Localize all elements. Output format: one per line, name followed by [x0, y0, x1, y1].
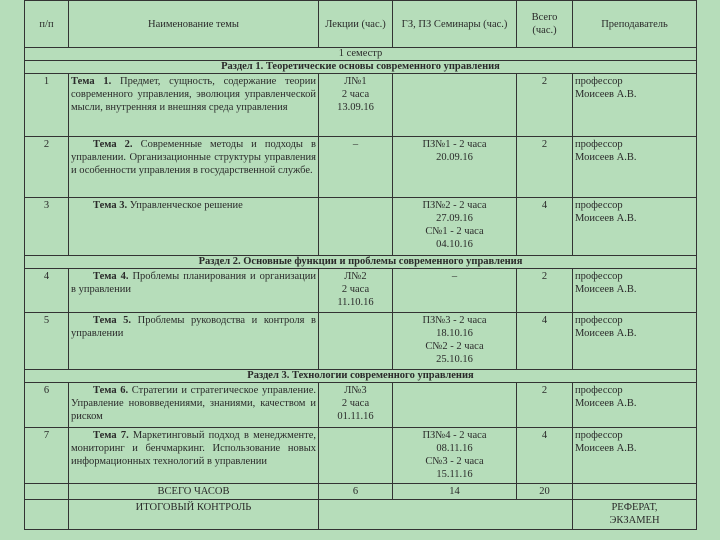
table-row — [25, 74, 697, 137]
topic-cell — [69, 74, 319, 137]
seminars-cell — [393, 74, 517, 137]
topic-label: Тема 2. — [93, 139, 133, 150]
topic-label: Тема 4. — [93, 271, 129, 282]
section-row — [25, 370, 697, 383]
table-row — [25, 428, 697, 484]
section-row — [25, 61, 697, 74]
seminars-cell: ПЗ№1 - 2 часа 20.09.16 — [393, 137, 517, 198]
control-label: ИТОГОВЫЙ КОНТРОЛЬ — [69, 500, 319, 530]
col-teacher-header: Преподаватель — [573, 1, 697, 48]
table-row — [25, 383, 697, 428]
topic-cell — [69, 383, 319, 428]
seminars-cell: ПЗ№2 - 2 часа 27.09.16 С№1 - 2 часа 04.10.16 — [393, 198, 517, 256]
control-value: РЕФЕРАТ, ЭКЗАМЕН — [573, 500, 697, 530]
topic-title: Маркетинговый подход в менеджменте, мониторинг и бенчмаркинг. Использование новых информационных технологий в управлении — [71, 430, 316, 467]
header-row — [25, 1, 697, 48]
section-row — [25, 256, 697, 269]
topic-cell — [69, 269, 319, 313]
totals-lectures: 6 — [319, 484, 393, 500]
totals-hours: 20 — [517, 484, 573, 500]
seminars-cell: ПЗ№4 - 2 часа 08.11.16 С№3 - 2 часа 15.11.16 — [393, 428, 517, 484]
total-hours-cell: 2 — [517, 269, 573, 313]
table-row — [25, 313, 697, 370]
topic-title: Предмет, сущность, содержание теории современного управления, эволюция управленческой мысли, внутренняя и внешняя среда управления — [71, 76, 316, 113]
topic-title: Проблемы руководства и контроля в управлении — [71, 315, 316, 339]
teacher-cell: профессор Моисеев А.В. — [573, 74, 697, 137]
topic-cell — [69, 313, 319, 370]
curriculum-table — [24, 0, 697, 530]
final-control-row — [25, 500, 697, 530]
row-number: 4 — [25, 269, 69, 313]
totals-seminars: 14 — [393, 484, 517, 500]
table-row — [25, 269, 697, 313]
total-hours-cell: 2 — [517, 137, 573, 198]
seminars-cell — [393, 383, 517, 428]
col-lectures-header: Лекции (час.) — [319, 1, 393, 48]
teacher-cell: профессор Моисеев А.В. — [573, 269, 697, 313]
control-spacer — [25, 500, 69, 530]
seminars-cell: ПЗ№3 - 2 часа 18.10.16 С№2 - 2 часа 25.10.16 — [393, 313, 517, 370]
topic-cell — [69, 428, 319, 484]
teacher-cell: профессор Моисеев А.В. — [573, 313, 697, 370]
topic-title: Стратегии и стратегическое управление. Управление нововведениями, знаниями, качеством и риском — [71, 385, 316, 422]
totals-spacer — [25, 484, 69, 500]
col-num-header: п/п — [25, 1, 69, 48]
topic-label: Тема 1. — [71, 76, 112, 87]
total-hours-cell: 4 — [517, 428, 573, 484]
lectures-cell — [319, 198, 393, 256]
topic-cell — [69, 198, 319, 256]
row-number: 7 — [25, 428, 69, 484]
section-title: Раздел 2. Основные функции и проблемы современного управления — [25, 256, 697, 269]
total-hours-cell: 4 — [517, 198, 573, 256]
table-row — [25, 198, 697, 256]
topic-label: Тема 7. — [93, 430, 129, 441]
lectures-cell — [319, 428, 393, 484]
semester-row — [25, 48, 697, 61]
section-title: Раздел 1. Теоретические основы современного управления — [25, 61, 697, 74]
teacher-cell: профессор Моисеев А.В. — [573, 198, 697, 256]
teacher-cell: профессор Моисеев А.В. — [573, 137, 697, 198]
curriculum-sheet — [24, 0, 696, 530]
teacher-cell: профессор Моисеев А.В. — [573, 428, 697, 484]
seminars-cell: – — [393, 269, 517, 313]
topic-title: Современные методы и подходы в управлении. Организационные структуры управления и особенности управления в государственной службе. — [71, 139, 316, 176]
row-number: 2 — [25, 137, 69, 198]
topic-title: Управленческое решение — [127, 200, 243, 211]
totals-row — [25, 484, 697, 500]
topic-cell — [69, 137, 319, 198]
row-number: 3 — [25, 198, 69, 256]
total-hours-cell: 2 — [517, 383, 573, 428]
topic-label: Тема 5. — [93, 315, 132, 326]
section-title: Раздел 3. Технологии современного управления — [25, 370, 697, 383]
col-topic-header: Наименование темы — [69, 1, 319, 48]
semester-label: 1 семестр — [25, 48, 697, 61]
totals-teacher-spacer — [573, 484, 697, 500]
topic-label: Тема 3. — [93, 200, 128, 211]
topic-label: Тема 6. — [93, 385, 129, 396]
row-number: 5 — [25, 313, 69, 370]
lectures-cell: Л№3 2 часа 01.11.16 — [319, 383, 393, 428]
table-body — [25, 48, 697, 530]
col-seminars-header: ГЗ, ПЗ Семинары (час.) — [393, 1, 517, 48]
topic-title: Проблемы планирования и организации в управлении — [71, 271, 316, 295]
row-number: 1 — [25, 74, 69, 137]
row-number: 6 — [25, 383, 69, 428]
col-total-header: Всего (час.) — [517, 1, 573, 48]
lectures-cell: – — [319, 137, 393, 198]
teacher-cell: профессор Моисеев А.В. — [573, 383, 697, 428]
lectures-cell: Л№2 2 часа 11.10.16 — [319, 269, 393, 313]
lectures-cell: Л№1 2 часа 13.09.16 — [319, 74, 393, 137]
table-row — [25, 137, 697, 198]
total-hours-cell: 2 — [517, 74, 573, 137]
control-empty — [319, 500, 573, 530]
lectures-cell — [319, 313, 393, 370]
total-hours-cell: 4 — [517, 313, 573, 370]
totals-label: ВСЕГО ЧАСОВ — [69, 484, 319, 500]
